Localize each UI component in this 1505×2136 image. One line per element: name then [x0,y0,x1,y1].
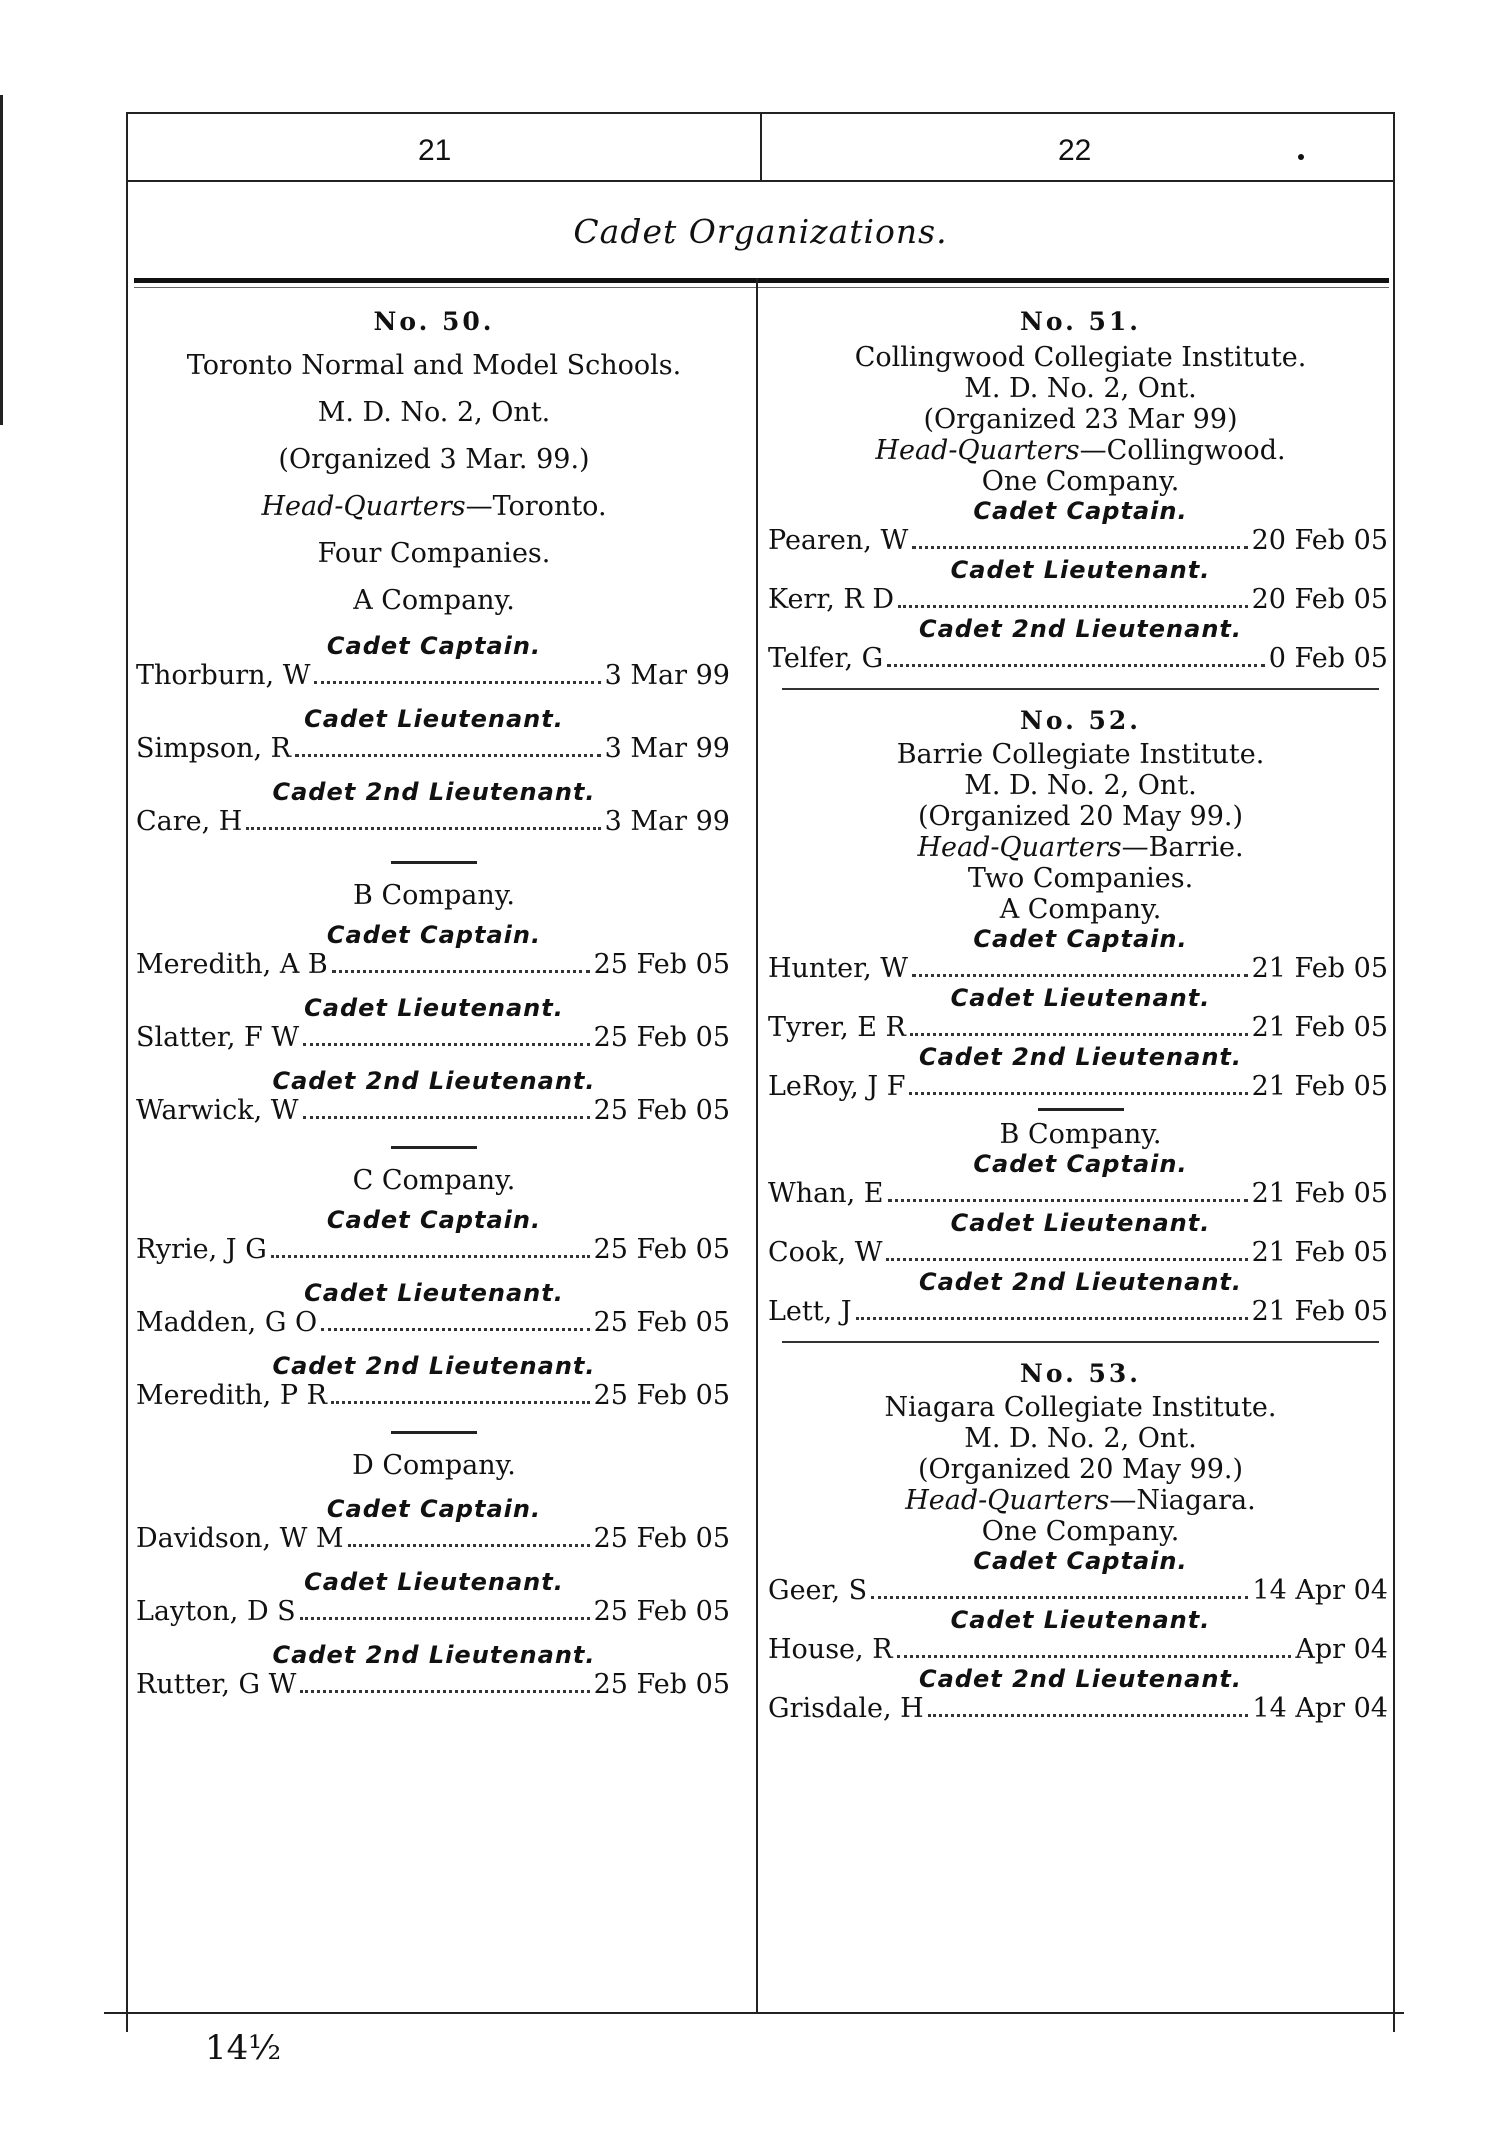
org-companies: Two Companies. [967,863,1194,894]
org-number: No. 50. [373,307,495,336]
leader-dots [331,1401,590,1404]
officer-entry [128,733,740,764]
org-name: Toronto Normal and Model Schools. [186,350,682,381]
officer-entry [768,953,1393,984]
rank-label: Cadet 2nd Lieutenant. [918,1043,1242,1071]
org-organized: (Organized 23 Mar 99) [923,404,1238,435]
officer-name: Davidson, W M [136,1523,344,1554]
heavy-rule [134,278,1389,283]
officer-name: Whan, E [768,1178,884,1209]
officer-entry [768,1296,1393,1327]
leader-dots [912,546,1247,549]
leader-dots [856,1317,1248,1320]
org-organized: (Organized 3 Mar. 99.) [278,444,590,475]
officer-entry [768,1693,1393,1724]
officer-name: Layton, D S [136,1596,296,1627]
org-number: No. 51. [1020,307,1141,336]
rank-label: Cadet 2nd Lieutenant. [272,778,596,806]
officer-entry [768,1575,1393,1606]
leader-dots [886,1258,1247,1261]
rank-label: Cadet Lieutenant. [950,984,1211,1012]
leader-dots [910,1033,1248,1036]
org-number: No. 53. [1020,1359,1141,1388]
rank-label: Cadet Captain. [326,921,542,949]
officer-entry [128,1669,740,1700]
officer-date: 21 Feb 05 [1251,1012,1388,1043]
hq-value: —Toronto. [465,491,607,522]
hq-label: Head-Quarters [261,491,466,522]
officer-entry [768,525,1393,556]
left-column [128,307,740,1700]
leader-dots [332,970,590,973]
bottom-rule [104,2012,1404,2014]
officer-entry [128,1022,740,1053]
officer-entry [128,1523,740,1554]
officer-name: Kerr, R D [768,584,894,615]
officer-date: 25 Feb 05 [593,949,730,980]
officer-name: Thorburn, W [136,660,311,691]
officer-entry [128,949,740,980]
thin-rule [134,287,1389,288]
org-headquarters [768,1485,1393,1516]
org-53 [768,1359,1393,1724]
officer-name: Rutter, G W [136,1669,297,1700]
org-district: M. D. No. 2, Ont. [964,770,1197,801]
officer-name: Pearen, W [768,525,909,556]
org-companies: One Company. [981,1516,1180,1547]
section-separator [782,688,1379,690]
officer-date: 0 Feb 05 [1268,643,1388,674]
officer-name: Simpson, R [136,733,292,764]
company-d [128,1450,740,1700]
rank-label: Cadet 2nd Lieutenant. [272,1067,596,1095]
officer-entry [768,643,1393,674]
rank-label: Cadet Lieutenant. [950,1606,1211,1634]
org-name: Niagara Collegiate Institute. [884,1392,1277,1423]
hq-label: Head-Quarters [905,1485,1110,1516]
officer-name: Grisdale, H [768,1693,924,1724]
org-51 [768,307,1393,674]
officer-date: 3 Mar 99 [604,660,730,691]
officer-name: Meredith, A B [136,949,328,980]
right-page-number: 22 [1058,134,1092,167]
binding-mark [0,95,3,425]
org-52 [768,706,1393,1327]
officer-entry [768,1237,1393,1268]
rank-label: Cadet Captain. [326,632,542,660]
officer-date: 25 Feb 05 [593,1307,730,1338]
officer-date: 14 Apr 04 [1252,1575,1388,1606]
leader-dots [348,1544,590,1547]
rank-label: Cadet 2nd Lieutenant. [272,1641,596,1669]
officer-date: 14 Apr 04 [1252,1693,1388,1724]
officer-entry [768,584,1393,615]
officer-entry [768,1012,1393,1043]
leader-dots [871,1596,1248,1599]
officer-name: House, R [768,1634,893,1665]
org-district: M. D. No. 2, Ont. [317,397,551,428]
section-separator [391,861,477,864]
org-name: Collingwood Collegiate Institute. [854,342,1307,373]
hq-value: —Barrie. [1121,832,1244,863]
leader-dots [909,1092,1247,1095]
officer-name: Telfer, G [768,643,884,674]
officer-date: 21 Feb 05 [1251,1071,1388,1102]
officer-date: 25 Feb 05 [593,1022,730,1053]
hq-value: —Niagara. [1109,1485,1256,1516]
org-district: M. D. No. 2, Ont. [964,1423,1197,1454]
officer-date: 20 Feb 05 [1251,584,1388,615]
org-headquarters [128,491,740,522]
section-separator [391,1431,477,1434]
rank-label: Cadet Lieutenant. [304,994,564,1022]
officer-entry [128,1596,740,1627]
officer-name: Geer, S [768,1575,868,1606]
rank-label: Cadet Lieutenant. [304,1568,564,1596]
leader-dots [897,1655,1292,1658]
officer-date: Apr 04 [1295,1634,1388,1665]
officer-name: Madden, G O [136,1307,318,1338]
officer-date: 21 Feb 05 [1251,953,1388,984]
company-title: A Company. [353,585,515,616]
officer-date: 20 Feb 05 [1251,525,1388,556]
officer-name: LeRoy, J F [768,1071,906,1102]
officer-entry [128,1380,740,1411]
page-header [128,112,1393,182]
officer-date: 25 Feb 05 [593,1380,730,1411]
officer-entry [128,1307,740,1338]
officer-name: Hunter, W [768,953,909,984]
officer-date: 3 Mar 99 [604,733,730,764]
org-companies: Four Companies. [317,538,551,569]
folio-number: 14½ [205,2028,282,2068]
officer-date: 21 Feb 05 [1251,1237,1388,1268]
rank-label: Cadet Captain. [973,497,1188,525]
org-district: M. D. No. 2, Ont. [964,373,1197,404]
hq-value: —Collingwood. [1079,435,1286,466]
left-page-number: 21 [418,134,452,167]
company-title: B Company. [353,880,515,911]
officer-entry [128,660,740,691]
rank-label: Cadet Captain. [973,1150,1188,1178]
leader-dots [887,664,1265,667]
rank-label: Cadet 2nd Lieutenant. [918,615,1242,643]
register-page [126,112,1395,2032]
officer-entry [128,1095,740,1126]
rank-label: Cadet Captain. [326,1495,542,1523]
rank-label: Cadet 2nd Lieutenant. [272,1352,596,1380]
leader-dots [246,827,600,830]
section-separator [1038,1108,1124,1111]
rank-label: Cadet 2nd Lieutenant. [918,1268,1242,1296]
leader-dots [271,1255,590,1258]
officer-name: Warwick, W [136,1095,299,1126]
officer-name: Lett, J [768,1296,852,1327]
rank-label: Cadet Lieutenant. [304,1279,564,1307]
officer-entry [128,806,740,837]
rank-label: Cadet Lieutenant. [950,1209,1211,1237]
company-title: C Company. [352,1165,516,1196]
leader-dots [912,974,1248,977]
org-headquarters [768,435,1393,466]
section-separator [391,1146,477,1149]
leader-dots [928,1714,1249,1717]
section-separator [782,1341,1379,1343]
rank-label: Cadet Captain. [973,1547,1188,1575]
officer-name: Care, H [136,806,243,837]
hq-label: Head-Quarters [917,832,1122,863]
officer-entry [768,1071,1393,1102]
officer-date: 21 Feb 05 [1251,1296,1388,1327]
company-c [128,1165,740,1411]
officer-name: Meredith, P R [136,1380,327,1411]
org-organized: (Organized 20 May 99.) [917,1454,1244,1485]
leader-dots [300,1690,589,1693]
officer-date: 25 Feb 05 [593,1095,730,1126]
rank-label: Cadet 2nd Lieutenant. [918,1665,1242,1693]
leader-dots [898,605,1248,608]
org-number: No. 52. [1020,706,1141,735]
org-headquarters [768,832,1393,863]
right-column [768,307,1393,1724]
officer-entry [768,1178,1393,1209]
company-title: D Company. [352,1450,516,1481]
company-title: A Company. [999,894,1162,925]
officer-date: 25 Feb 05 [593,1596,730,1627]
ink-dot [1298,154,1304,160]
officer-entry [128,1234,740,1265]
page-title: Cadet Organizations. [573,212,948,251]
company-b [128,880,740,1126]
org-organized: (Organized 20 May 99.) [917,801,1244,832]
officer-entry [768,1634,1393,1665]
leader-dots [888,1199,1248,1202]
officer-date: 25 Feb 05 [593,1523,730,1554]
officer-date: 3 Mar 99 [604,806,730,837]
officer-date: 25 Feb 05 [593,1669,730,1700]
officer-name: Ryrie, J G [136,1234,267,1265]
org-companies: One Company. [981,466,1180,497]
officer-date: 25 Feb 05 [593,1234,730,1265]
leader-dots [300,1617,590,1620]
leader-dots [321,1328,589,1331]
company-a [128,585,740,837]
leader-dots [303,1116,590,1119]
rank-label: Cadet Lieutenant. [304,705,564,733]
hq-label: Head-Quarters [875,435,1080,466]
officer-name: Tyrer, E R [768,1012,906,1043]
leader-dots [314,681,600,684]
rank-label: Cadet Captain. [973,925,1188,953]
header-divider [760,114,762,180]
org-name: Barrie Collegiate Institute. [896,739,1265,770]
leader-dots [295,754,601,757]
company-title: B Company. [999,1119,1162,1150]
officer-name: Slatter, F W [136,1022,300,1053]
officer-date: 21 Feb 05 [1251,1178,1388,1209]
officer-name: Cook, W [768,1237,883,1268]
column-divider [756,278,758,2012]
leader-dots [303,1043,590,1046]
rank-label: Cadet Lieutenant. [950,556,1211,584]
rank-label: Cadet Captain. [326,1206,542,1234]
